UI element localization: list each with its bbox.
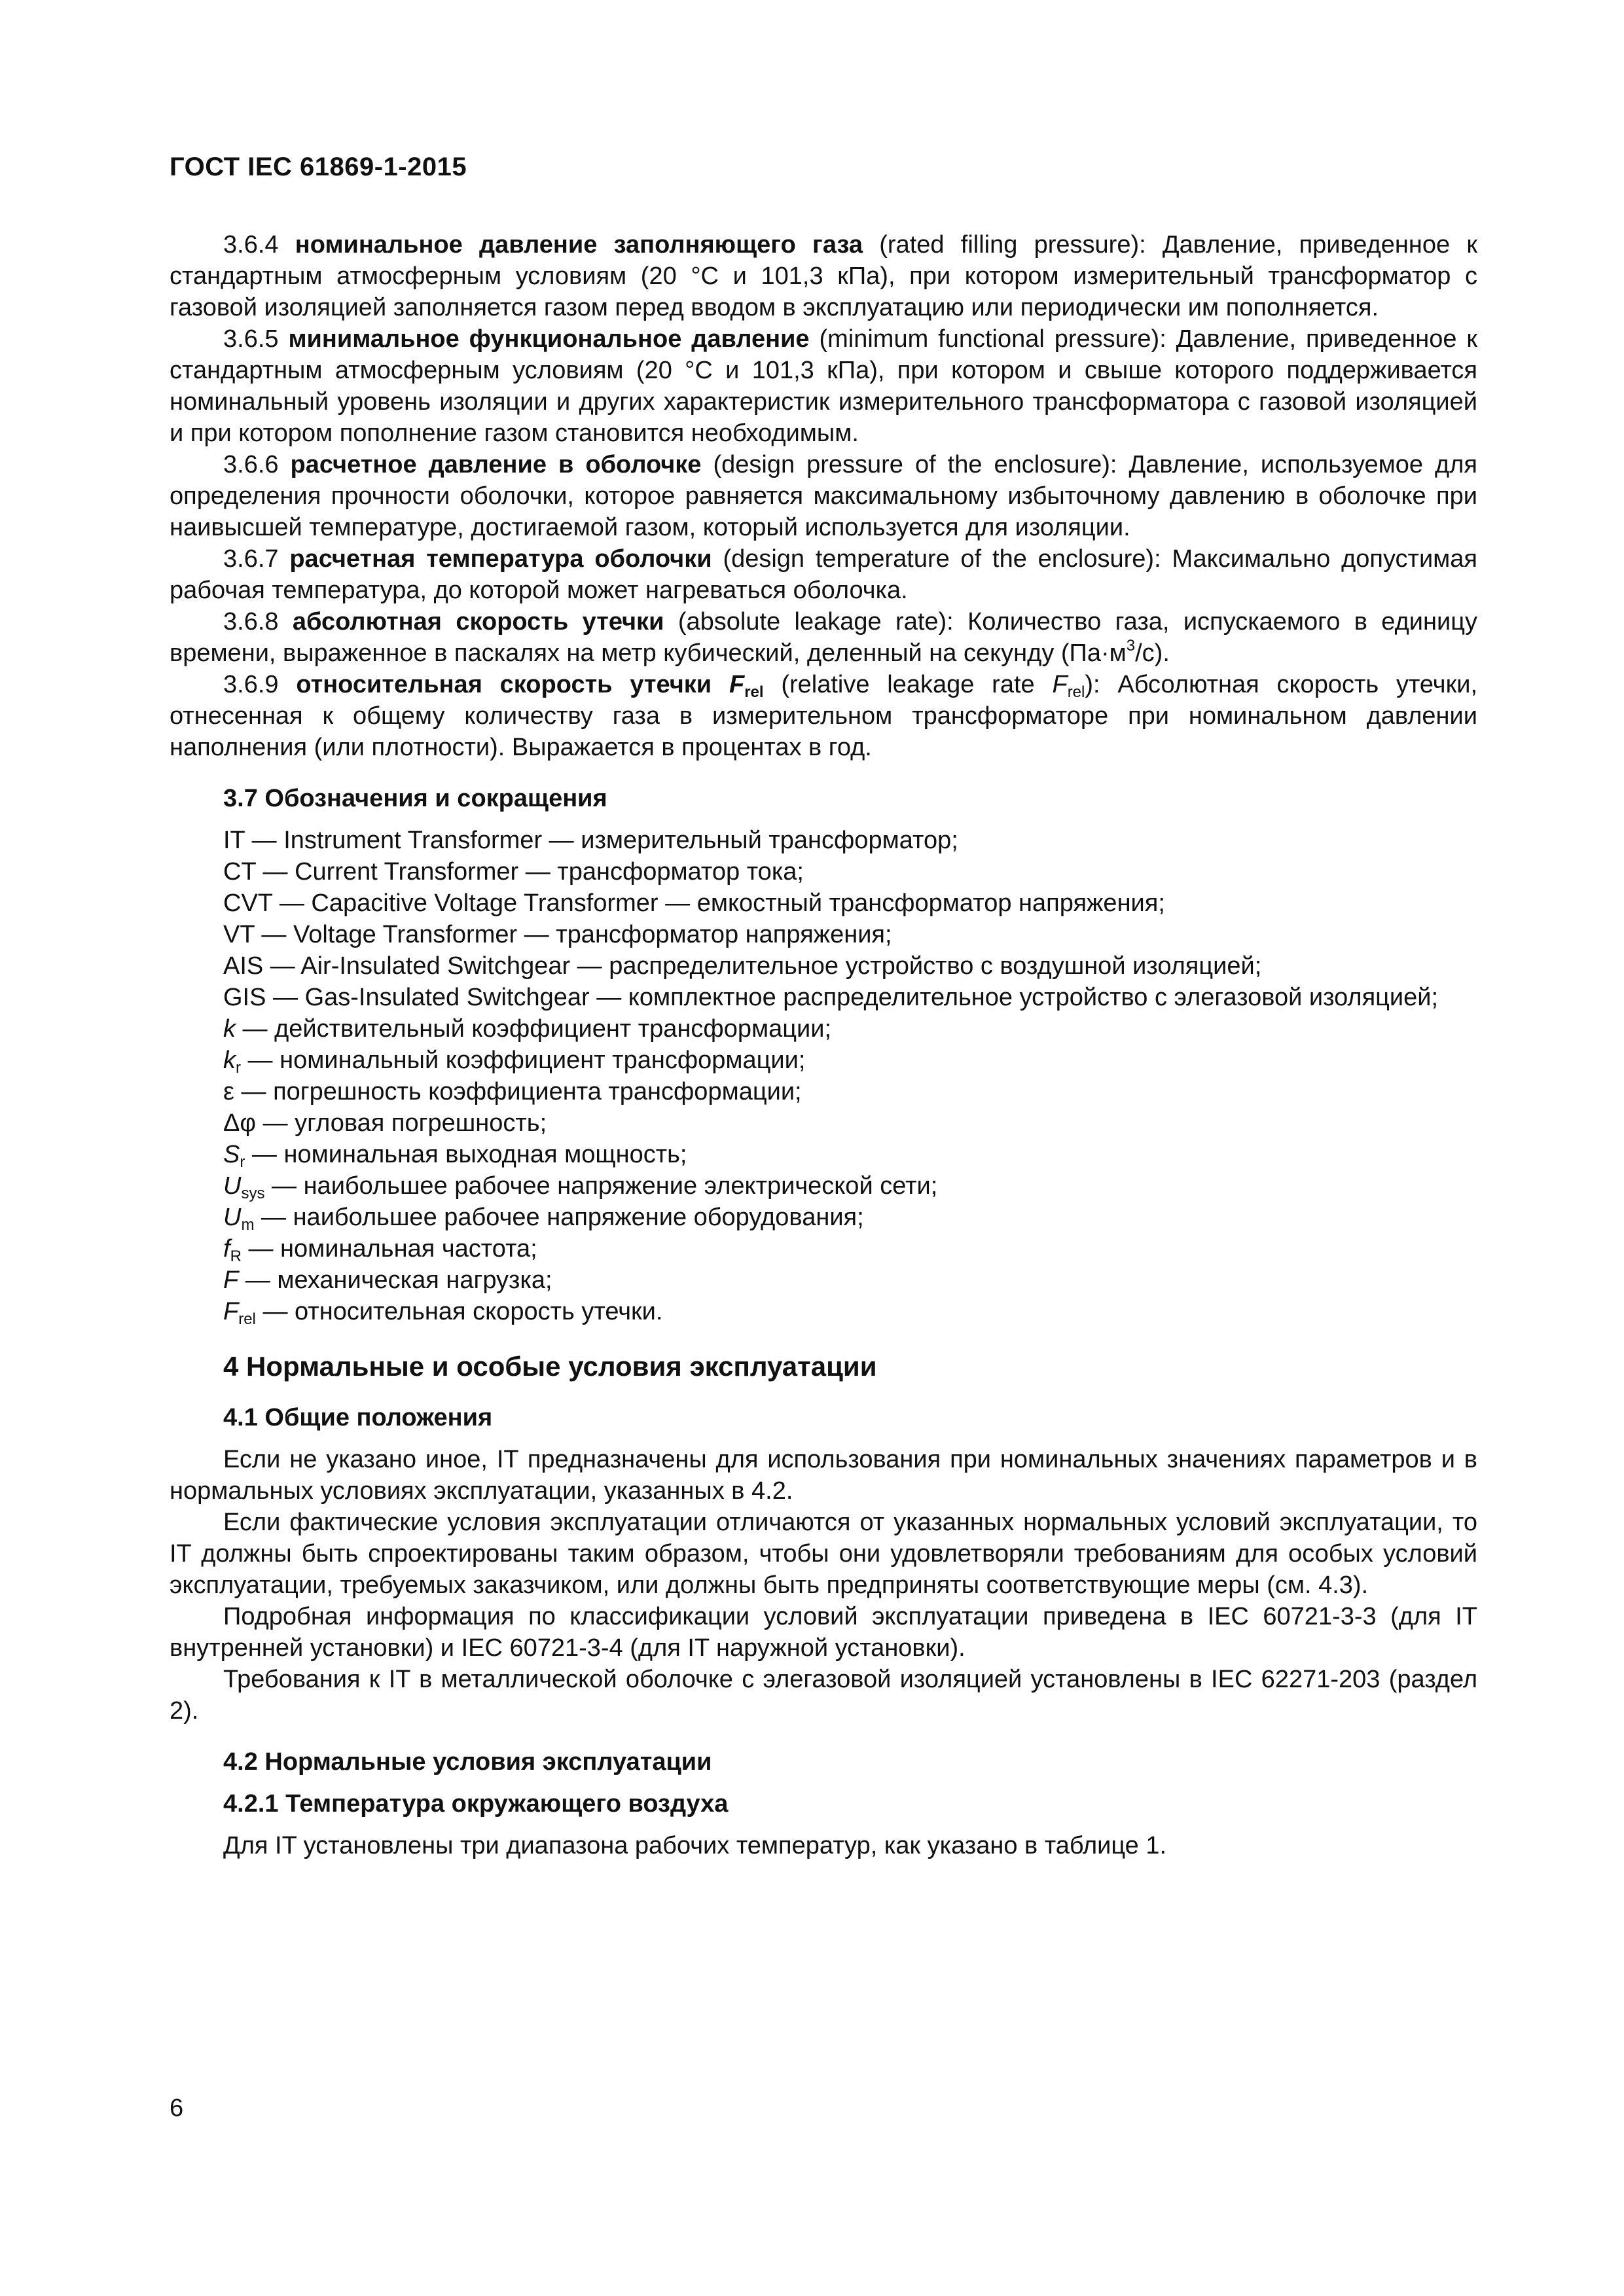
- symbol-item: $S_r$ — номинальная выходная мощность;: [223, 1141, 687, 1171]
- page-number: 6: [170, 2094, 184, 2122]
- list-item: VT — Voltage Transformer — трансформатор напряжения;: [223, 921, 892, 948]
- list-item: AIS — Air-Insulated Switchgear — распределительное устройство с воздушной изоляцией;: [223, 952, 1262, 980]
- list-item: IT — Instrument Transformer — измерительный трансформатор;: [223, 827, 958, 854]
- symbol-item: $U_m$ — наибольшее рабочее напряжение оборудования;: [223, 1204, 864, 1234]
- definition-term: относительная скорость утечки: [296, 671, 712, 698]
- symbol-item: F — механическая нагрузка;: [223, 1266, 552, 1294]
- definition-paragraph: 3.6.8 абсолютная скорость утечки (absolute leakage rate): Количество газа, испускаемого в единицу времени, выраженное в паскалях на метр кубический, деленный на секунду $(Па\cdot м^3/с)$.: [170, 608, 1477, 667]
- section-heading: 4.1 Общие положения: [223, 1404, 493, 1431]
- body-paragraph: Подробная информация по классификации условий эксплуатации приведена в IEC 60721-3-3 (для IT внутренней установки) и IEC 60721-3-4 (для IT наружной установки).: [170, 1603, 1477, 1662]
- section-heading: 4.2 Нормальные условия эксплуатации: [223, 1748, 712, 1776]
- body-paragraph: Требования к IT в металлической оболочке с элегазовой изоляцией установлены в IEC 62271-203 (раздел 2).: [170, 1666, 1477, 1725]
- definition-term: абсолютная скорость утечки: [292, 608, 664, 636]
- document-header: ГОСТ IEC 61869-1-2015: [170, 152, 467, 181]
- subsection-heading: 4.2.1 Температура окружающего воздуха: [223, 1790, 729, 1818]
- definition-paragraph: 3.6.7 расчетная температура оболочки (design temperature of the enclosure): Максимально допустимая рабочая температура, до которой может нагреваться оболочка.: [170, 545, 1478, 604]
- body-paragraph: Если фактические условия эксплуатации отличаются от указанных нормальных условий эксплуатации, то IT должны быть спроектированы таким образом, чтобы они удовлетворяли требованиям для особых условий эксплуатации, требуемых заказчиком, или должны быть предприняты соответствующие меры (см. 4.3).: [170, 1509, 1477, 1599]
- symbol-list: [170, 1013, 1477, 1327]
- abbreviation-list: [170, 825, 1477, 1013]
- symbol-item: $F_{rel}$ — относительная скорость утечки.: [223, 1298, 663, 1328]
- definition-paragraph: 3.6.4 номинальное давление заполняющего газа (rated filling pressure): Давление, приведенное к стандартным атмосферным условиям (20 °С и 101,3 кПа), при котором измерительный трансформатор с газовой изоляцией заполняется газом перед вводом в эксплуатацию или периодически им пополняется.: [170, 231, 1477, 321]
- definition-paragraph: 3.6.9 относительная скорость утечки $F_{rel}$ (relative leakage rate $F_{rel}$): Абсолютная скорость утечки, отнесенная к общему количеству газа в измерительном трансформаторе при номинальном давлении наполнения (или плотности). Выражается в процентах в год.: [170, 671, 1478, 761]
- symbol-item: $k_r$ — номинальный коэффициент трансформации;: [223, 1047, 806, 1077]
- symbol-item: $U_{sys}$ — наибольшее рабочее напряжение электрической сети;: [223, 1172, 938, 1202]
- symbol-item: Δφ — угловая погрешность;: [223, 1109, 547, 1137]
- definition-paragraph: 3.6.5 минимальное функциональное давление (minimum functional pressure): Давление, приведенное к стандартным атмосферным условиям (20 °С и 101,3 кПа), при котором и свыше которого поддерживается номинальный уровень изоляции и других характеристик измерительного трансформатора с газовой изоляцией и при котором пополнение газом становится необходимым.: [170, 325, 1478, 447]
- definition-term: минимальное функциональное давление: [288, 325, 810, 353]
- symbol-item: ε — погрешность коэффициента трансформации;: [223, 1078, 802, 1105]
- list-item: CT — Current Transformer — трансформатор тока;: [223, 858, 804, 886]
- symbol-item: $f_R$ — номинальная частота;: [223, 1235, 537, 1265]
- body-paragraph: Если не указано иное, IT предназначены для использования при номинальных значениях параметров и в нормальных условиях эксплуатации, указанных в 4.2.: [170, 1446, 1477, 1505]
- definition-term: расчетное давление в оболочке: [290, 451, 702, 478]
- document-body: [170, 229, 1477, 1861]
- definition-term: расчетная температура оболочки: [289, 545, 712, 573]
- section-heading: 3.7 Обозначения и сокращения: [223, 785, 607, 812]
- definition-paragraph: 3.6.6 расчетное давление в оболочке (design pressure of the enclosure): Давление, используемое для определения прочности оболочки, которое равняется максимальному избыточному давлению в оболочке при наивысшей температуре, достигаемой газом, который используется для изоляции.: [170, 451, 1477, 541]
- body-paragraph: Для IT установлены три диапазона рабочих температур, как указано в таблице 1.: [223, 1832, 1167, 1859]
- list-item: CVT — Capacitive Voltage Transformer — емкостный трансформатор напряжения;: [223, 889, 1165, 917]
- chapter-heading: 4 Нормальные и особые условия эксплуатации: [223, 1351, 877, 1382]
- list-item: GIS — Gas-Insulated Switchgear — комплектное распределительное устройство с элегазовой изоляцией;: [223, 984, 1439, 1011]
- symbol-item: k — действительный коэффициент трансформации;: [223, 1015, 831, 1043]
- definition-term: номинальное давление заполняющего газа: [295, 231, 863, 259]
